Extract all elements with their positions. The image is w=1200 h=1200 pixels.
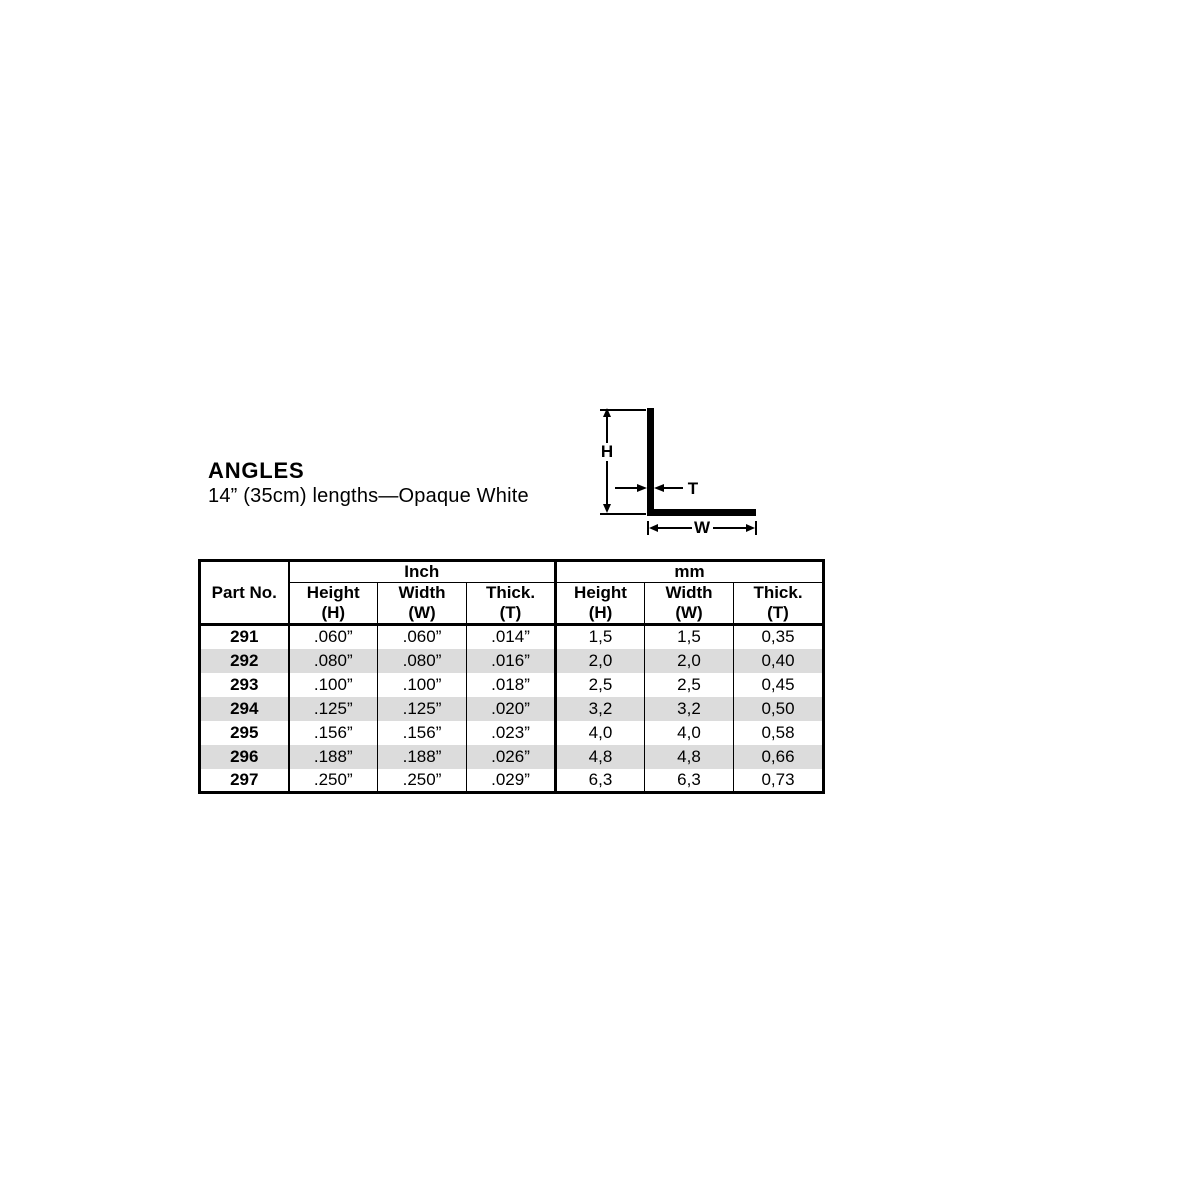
mm-thick-cell: 0,50 <box>734 697 824 721</box>
inch-width-cell: .100” <box>378 673 467 697</box>
inch-thick-cell: .018” <box>467 673 556 697</box>
col-header-line2: (T) <box>499 603 522 622</box>
w-arrowhead-right-icon <box>746 524 755 532</box>
w-arrowhead-left-icon <box>649 524 658 532</box>
inch-height-cell: .080” <box>289 649 378 673</box>
mm-width-cell: 4,8 <box>645 745 734 769</box>
group-header-mm: mm <box>556 561 824 583</box>
table-row <box>200 721 824 745</box>
part-no-cell: 295 <box>200 721 289 745</box>
inch-thick-cell: .026” <box>467 745 556 769</box>
w-dimension-line-left <box>658 527 692 529</box>
table-row <box>200 745 824 769</box>
w-dimension-label: W <box>693 518 711 537</box>
angle-vertical-leg <box>647 408 654 516</box>
table-row <box>200 697 824 721</box>
inch-width-cell: .188” <box>378 745 467 769</box>
angle-diagram <box>595 400 770 540</box>
col-header-line2: (W) <box>408 603 436 622</box>
mm-width-cell: 4,0 <box>645 721 734 745</box>
col-header-inch-thick <box>467 583 556 625</box>
mm-height-cell: 1,5 <box>556 625 645 649</box>
sub-header-row <box>200 583 824 625</box>
mm-height-cell: 2,0 <box>556 649 645 673</box>
inch-height-cell: .250” <box>313 769 353 789</box>
col-header-line2: (W) <box>675 603 703 622</box>
col-header-line1: Width <box>398 583 446 602</box>
inch-width-cell: .060” <box>378 625 467 649</box>
mm-width-cell: 2,0 <box>645 649 734 673</box>
inch-height-cell: .060” <box>313 627 353 647</box>
mm-height-cell: 4,8 <box>556 745 645 769</box>
col-header-line1: Thick. <box>485 583 536 602</box>
col-header-inch-width <box>378 583 467 625</box>
mm-thick-cell: 0,66 <box>734 745 824 769</box>
part-no-cell: 292 <box>200 649 289 673</box>
inch-thick-cell: .023” <box>467 721 556 745</box>
mm-height-cell: 6,3 <box>556 769 645 793</box>
mm-thick-cell: 0,35 <box>734 625 824 649</box>
page-title: ANGLES <box>208 458 305 483</box>
table-row <box>200 769 824 793</box>
col-header-line2: (T) <box>767 603 789 622</box>
col-header-inch-height <box>289 583 378 625</box>
inch-width-cell: .250” <box>378 769 467 793</box>
inch-thick-cell: .029” <box>467 769 556 793</box>
part-no-cell: 296 <box>200 745 289 769</box>
t-dimension-label: T <box>687 479 699 498</box>
inch-thick-cell: .014” <box>467 625 556 649</box>
angle-horizontal-leg <box>647 509 756 516</box>
inch-thick-cell: .016” <box>467 649 556 673</box>
group-header-inch: Inch <box>289 561 556 583</box>
col-header-line1: Thick. <box>753 583 803 602</box>
t-dimension-line-left <box>615 487 638 489</box>
col-header-line2: (H) <box>588 603 613 622</box>
mm-thick-cell: 0,45 <box>734 673 824 697</box>
spec-table <box>198 559 825 794</box>
w-tick-right <box>755 521 757 535</box>
inch-width-cell: .080” <box>378 649 467 673</box>
col-header-part-no: Part No. <box>200 561 289 625</box>
mm-width-cell: 2,5 <box>645 673 734 697</box>
col-header-line1: Height <box>574 583 627 602</box>
col-header-mm-height <box>556 583 645 625</box>
inch-height-cell: .100” <box>313 674 353 694</box>
mm-thick-cell: 0,73 <box>734 769 824 793</box>
table-row <box>200 649 824 673</box>
page-subtitle: 14” (35cm) lengths—Opaque White <box>208 485 529 507</box>
inch-height-cell: .156” <box>313 722 353 742</box>
title-block <box>208 458 529 508</box>
mm-thick-cell: 0,40 <box>734 649 824 673</box>
inch-thick-cell: .020” <box>467 697 556 721</box>
col-header-mm-thick <box>734 583 824 625</box>
inch-height-cell: .125” <box>289 697 378 721</box>
table-row <box>200 673 824 697</box>
h-arrowhead-up-icon <box>603 408 611 417</box>
t-arrowhead-right-icon <box>637 484 647 492</box>
col-header-line1: Width <box>665 583 713 602</box>
group-header-row <box>200 561 824 583</box>
col-header-line2: (H) <box>321 603 346 622</box>
inch-width-cell: .125” <box>378 697 467 721</box>
mm-width-cell: 3,2 <box>645 697 734 721</box>
part-no-cell: 291 <box>200 625 289 649</box>
mm-height-cell: 3,2 <box>556 697 645 721</box>
w-dimension-line-right <box>713 527 746 529</box>
part-no-cell: 294 <box>200 697 289 721</box>
part-no-cell: 293 <box>200 673 289 697</box>
h-dimension-line-upper <box>606 417 608 444</box>
part-no-cell: 297 <box>200 769 289 793</box>
h-arrowhead-down-icon <box>603 504 611 513</box>
inch-width-cell: .156” <box>378 721 467 745</box>
h-dimension-label: H <box>597 443 617 460</box>
h-dimension-line-lower <box>606 461 608 504</box>
mm-width-cell: 6,3 <box>645 769 734 793</box>
inch-height-cell: .188” <box>289 745 378 769</box>
mm-height-cell: 2,5 <box>556 673 645 697</box>
col-header-line1: Height <box>306 583 360 602</box>
t-arrowhead-left-icon <box>654 484 664 492</box>
mm-height-cell: 4,0 <box>556 721 645 745</box>
mm-thick-cell: 0,58 <box>734 721 824 745</box>
table-row <box>200 625 824 649</box>
h-extension-line-bottom <box>600 513 646 515</box>
t-dimension-line-right <box>664 487 683 489</box>
mm-width-cell: 1,5 <box>645 625 734 649</box>
col-header-mm-width <box>645 583 734 625</box>
